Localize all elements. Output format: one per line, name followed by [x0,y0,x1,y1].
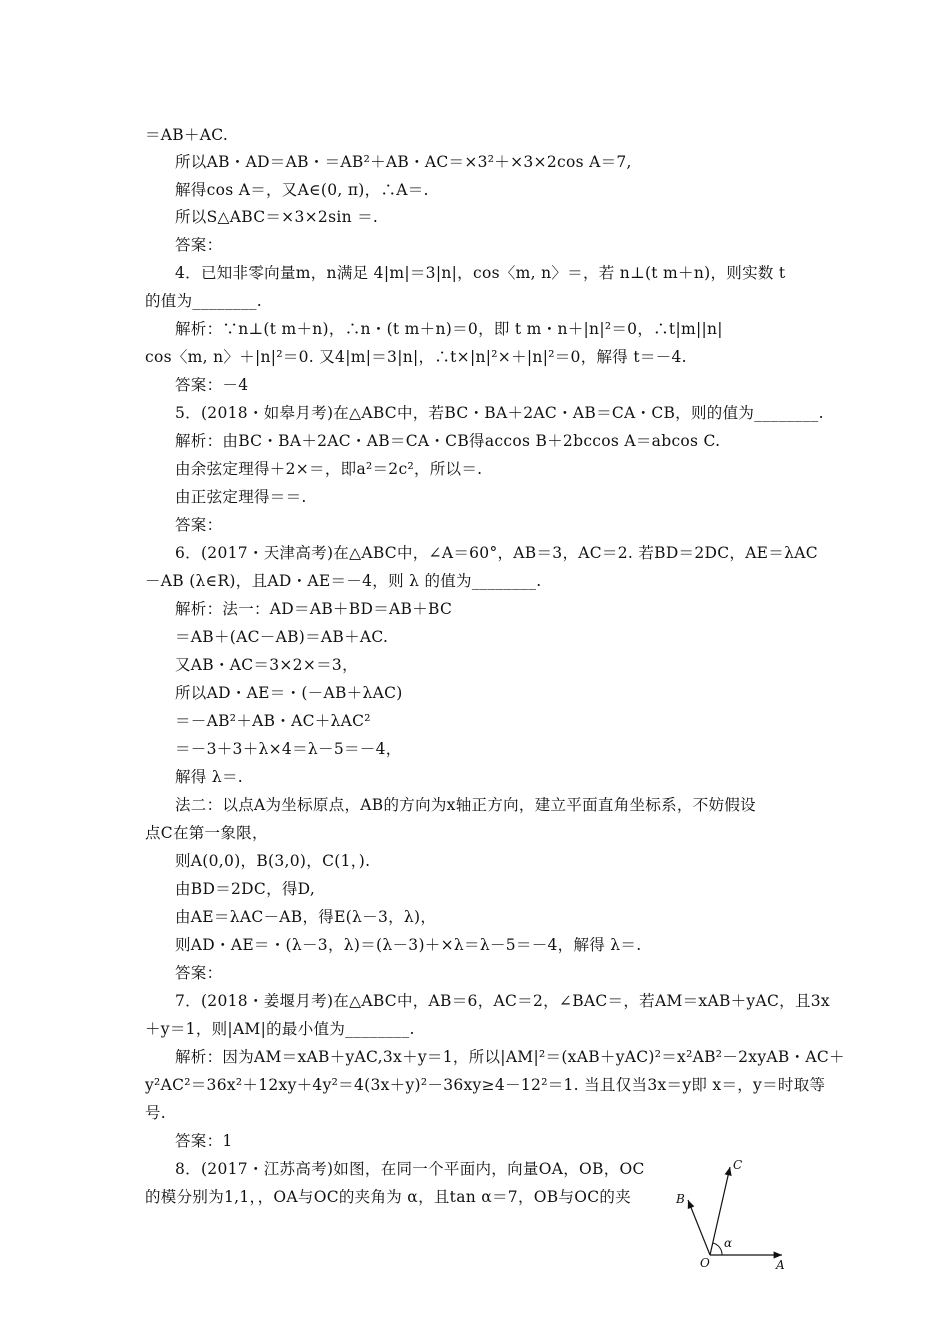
text-line: 由正弦定理得＝＝. [175,488,307,506]
text-line: 由余弦定理得＋2×＝，即a²＝2c²，所以＝. [175,460,483,478]
text-line: 解析：∵n⊥(t m＋n)，∴n・(t m＋n)＝0，即 t m・n＋|n|²＝0，∴t|m||n| [175,320,723,338]
text-line: 又AB・AC＝3×2×＝3， [175,656,358,674]
text-line: 解得 λ＝. [175,768,243,786]
text-line: －AB (λ∈R)，且AD・AE＝－4，则 λ 的值为________. [145,572,542,590]
text-line: 8．(2017・江苏高考)如图，在同一个平面内，向量OA，OB，OC [175,1160,645,1178]
text-line: 4．已知非零向量m，n满足 4|m|＝3|n|，cos〈m, n〉＝，若 n⊥(t m＋n)，则实数 t [175,264,786,282]
label-alpha: α [724,1236,733,1250]
text-line: 的模分别为1,1，，OA与OC的夹角为 α，且tan α＝7，OB与OC的夹 [145,1188,632,1206]
text-line: 点C在第一象限， [145,824,268,842]
text-line: 答案：－4 [175,376,249,394]
text-line: 所以AD・AE＝・(－AB＋λAC) [175,684,403,702]
text-line: 解析：因为AM＝xAB＋yAC,3x＋y＝1，所以|AM|²＝(xAB＋yAC)²＝x²AB²－2xyAB・AC＋ [175,1048,845,1066]
text-line: 所以AB・AD＝AB・＝AB²＋AB・AC＝×3²＋×3×2cos A＝7, [175,153,632,171]
text-line: ＝－3＋3＋λ×4＝λ－5＝－4， [175,740,402,758]
text-line: y²AC²＝36x²＋12xy＋4y²＝4(3x＋y)²－36xy≥4－12²＝1. 当且仅当3x＝y即 x＝，y＝时取等 [145,1076,826,1094]
text-line: 解析：由BC・BA＋2AC・AB＝CA・CB得accos B＋2bccos A＝abcos C. [175,432,721,450]
label-o: O [700,1256,710,1270]
text-line: 由BD＝2DC，得D, [175,880,316,898]
text-line: 由AE＝λAC－AB，得E(λ－3，λ)， [175,908,437,926]
text-line: 号. [145,1104,167,1122]
vector-diagram [660,1155,810,1275]
label-c: C [733,1158,743,1172]
text-line: 法二：以点A为坐标原点，AB的方向为x轴正方向，建立平面直角坐标系，不妨假设 [175,796,756,814]
text-line: ＝－AB²＋AB・AC＋λAC² [175,712,371,730]
label-a: A [776,1258,785,1272]
text-line: 答案： [175,236,223,254]
text-line: 7．(2018・姜堰月考)在△ABC中，AB＝6，AC＝2，∠BAC＝，若AM＝xAB＋yAC，且3x [175,992,830,1010]
text-line: 解得cos A＝，又A∈(0, π)，∴A＝. [175,181,429,199]
text-line: 5．(2018・如皋月考)在△ABC中，若BC・BA＋2AC・AB＝CA・CB，则的值为________. [175,404,824,422]
text-line: 答案： [175,516,223,534]
text-line: 则A(0,0)，B(3,0)，C(1，). [175,852,371,870]
vector-ob [688,1200,710,1255]
text-line: ＋y＝1，则|AM|的最小值为________. [145,1020,415,1038]
label-b: B [676,1192,685,1206]
text-line: ＝AB＋(AC－AB)＝AB＋AC. [175,628,389,646]
text-line: 解析：法一：AD＝AB＋BD＝AB＋BC [175,600,453,618]
text-line: 答案：1 [175,1132,233,1150]
text-line: ＝AB＋AC. [145,126,229,144]
text-line: cos〈m, n〉＋|n|²＝0. 又4|m|＝3|n|，∴t×|n|²×＋|n|²＝0，解得 t＝－4. [145,348,687,366]
angle-alpha-arc [713,1243,722,1255]
text-line: 所以S△ABC＝×3×2sin ＝. [175,208,379,226]
text-line: 的值为________. [145,292,263,310]
text-line: 则AD・AE＝・(λ－3，λ)＝(λ－3)＋×λ＝λ－5＝－4，解得 λ＝. [175,936,642,954]
text-line: 6．(2017・天津高考)在△ABC中，∠A＝60°，AB＝3，AC＝2. 若BD＝2DC，AE＝λAC [175,544,818,562]
text-line: 答案： [175,964,223,982]
